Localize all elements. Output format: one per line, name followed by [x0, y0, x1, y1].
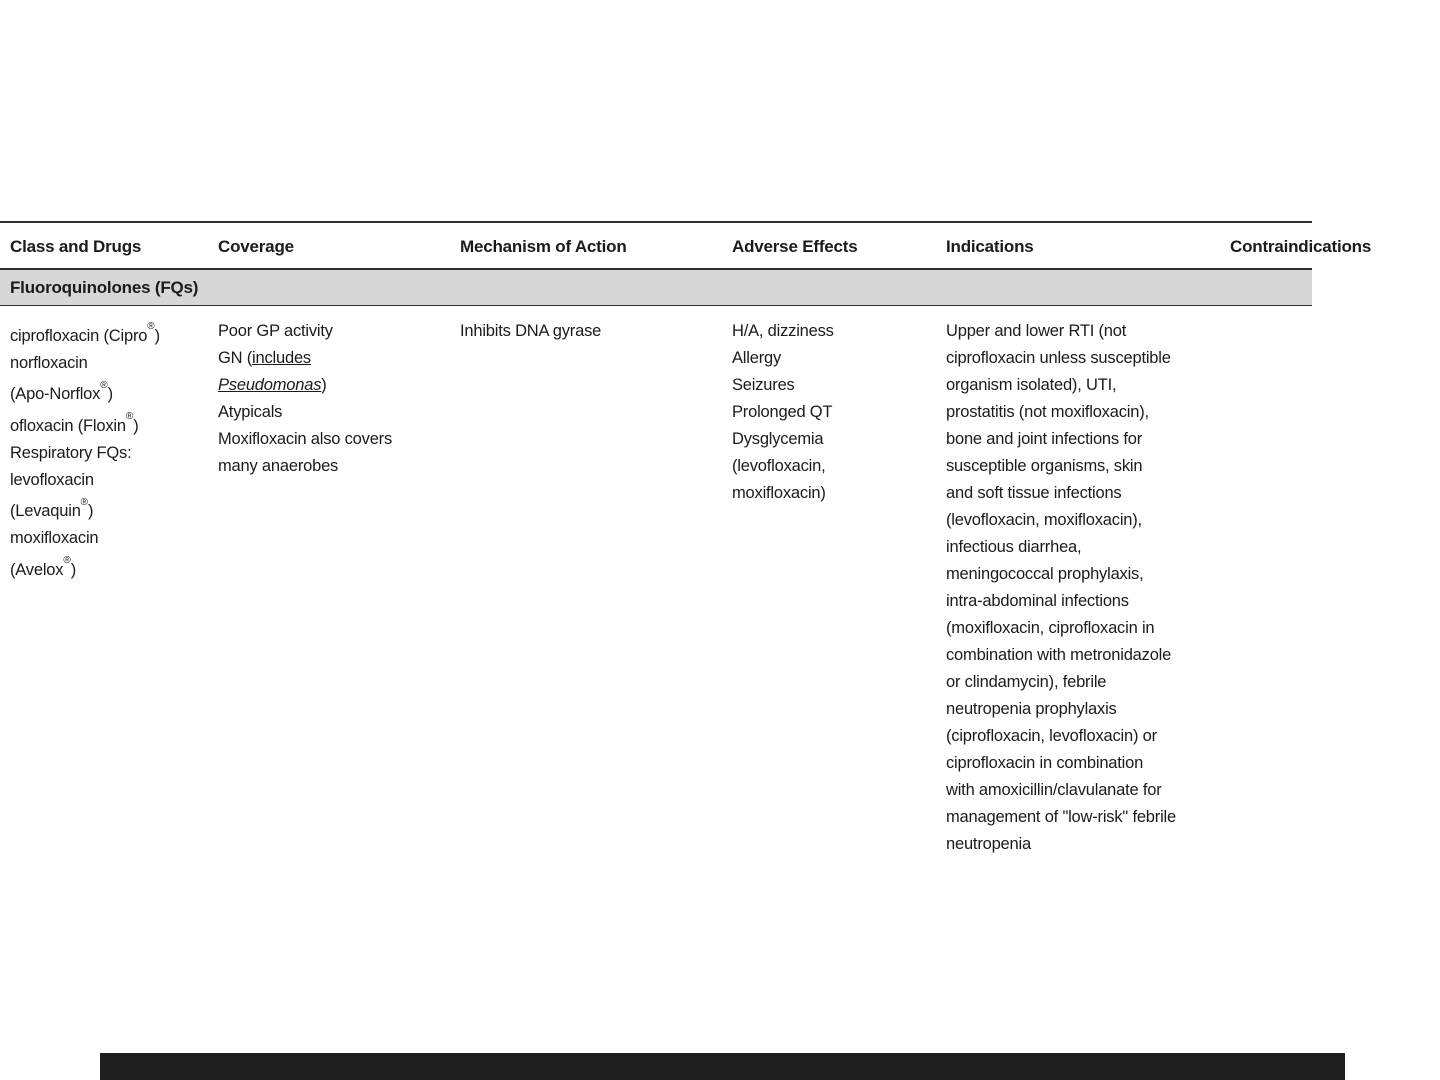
section-header-band [0, 270, 1312, 305]
section-divider-rule [0, 305, 1312, 306]
cell-indications: Upper and lower RTI (not ciprofloxacin unless susceptible organism isolated), UTI, prostatitis (not moxifloxacin), bone and joint infections for susceptible organisms, skin and soft tissue infections (levofloxacin, moxifloxacin), infectious diarrhea, meningococcal prophylaxis, intra-abdominal infections (moxifloxacin, ciprofloxacin in combination with metronidazole or clindamycin), febrile neutropenia prophylaxis (ciprofloxacin, levofloxacin) or ciprofloxacin in combination with amoxicillin/clavulanate for management of "low-risk" febrile neutropenia [946, 322, 1176, 853]
cell-coverage: Poor GP activity GN (includes Pseudomonas) Atypicals Moxifloxacin also covers many anaerobes [218, 322, 393, 475]
column-header-indications: Indications [946, 237, 1034, 256]
table-top-rule [0, 221, 1312, 223]
cell-adverse-effects: H/A, dizziness Allergy Seizures Prolonged QT Dysglycemia (levofloxacin, moxifloxacin) [732, 322, 834, 502]
column-header-contraindications: Contraindications [1230, 237, 1372, 256]
cell-mechanism-of-action: Inhibits DNA gyrase [460, 322, 602, 340]
column-header-class-and-drugs: Class and Drugs [10, 237, 142, 256]
column-header-mechanism-of-action: Mechanism of Action [460, 237, 627, 256]
column-header-adverse-effects: Adverse Effects [732, 237, 858, 256]
table-header-row [0, 235, 1440, 265]
cell-class-and-drugs: ciprofloxacin (Cipro®) norfloxacin (Apo-Norflox®) ofloxacin (Floxin®) Respiratory FQs: levofloxacin (Levaquin®) moxifloxacin (Avelox®) [10, 321, 160, 579]
page-bottom-bar [100, 1053, 1345, 1080]
column-header-coverage: Coverage [218, 237, 294, 256]
section-header-label: Fluoroquinolones (FQs) [10, 277, 199, 297]
